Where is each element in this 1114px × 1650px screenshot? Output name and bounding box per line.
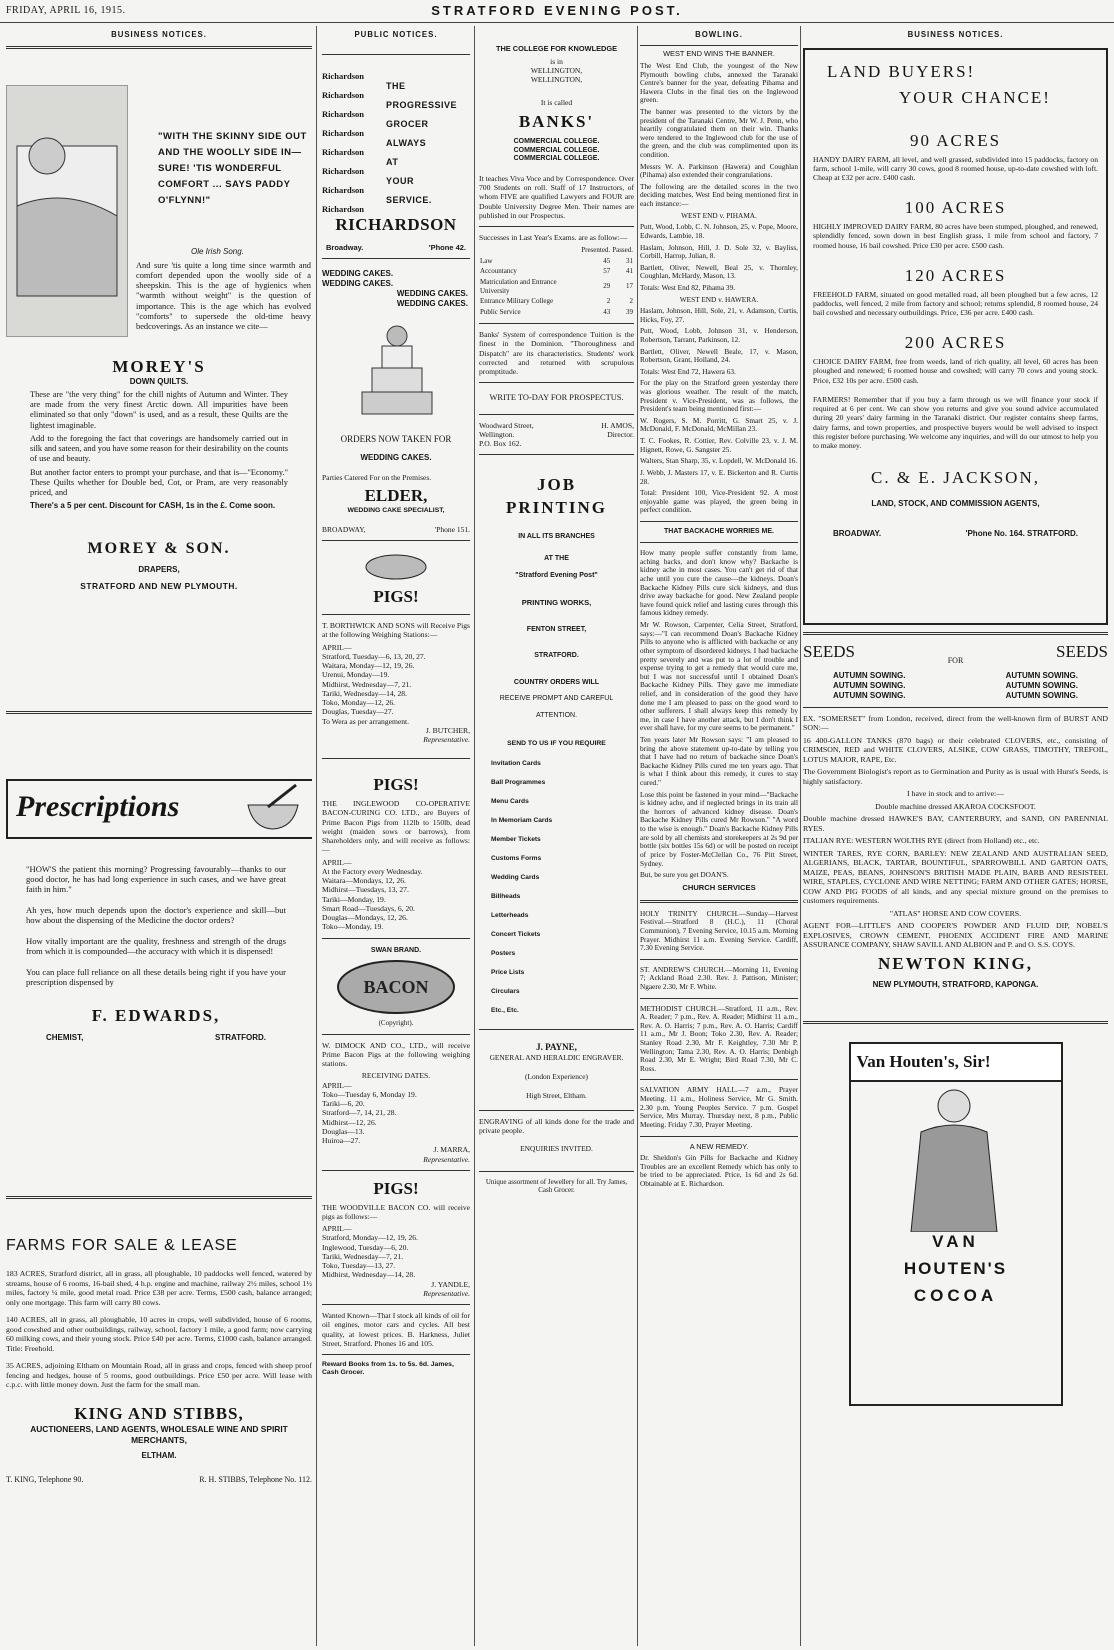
mortar-and-pestle-icon: [238, 783, 308, 833]
table-row: [479, 277, 634, 296]
elder-phone: 'Phone 151.: [434, 525, 470, 535]
column-3: [479, 26, 634, 1646]
schedule-line: Inglewood, Tuesday—6, 20.: [322, 1242, 409, 1252]
score-line: Putt, Wood, Lobb, Johnson 31, v. Henderson, Robertson, Tarrant, Parkinson, 12.: [640, 326, 798, 344]
column-rule: [800, 26, 801, 1646]
wedding-cakes-sub: WEDDING CAKES. WEDDING CAKES.: [396, 288, 468, 308]
borthwick-rep: Representative.: [423, 735, 470, 745]
table-cell: 17: [626, 282, 633, 291]
column-1: [6, 26, 312, 1646]
schedule-line: Midhirst, Wednesday—7, 21.: [322, 679, 412, 689]
enquiries-line: ENQUIRIES INVITED.: [520, 1143, 593, 1153]
column-5: [803, 26, 1108, 1646]
morey-p1: These are "the very thing" for the chill nights of Autumn and Winter. They are made from the very finest Arctic down. All impurities have been eliminated so that only "down" is used, and as a result, these Quilts are the lightest imaginable.: [30, 389, 288, 430]
printing-item: Circulars: [491, 988, 520, 996]
newton-king-name: NEWTON KING,: [878, 953, 1033, 973]
church-notice: ST. ANDREW'S CHURCH.—Morning 11, Evening 7; Ackland Road 2.30. Rev. J. Pattison, Minister; Ngaere 2.30, Mr F. White.: [640, 964, 798, 991]
swan-brand: SWAN BRAND.: [370, 946, 422, 954]
table-cell: Accountancy: [480, 267, 517, 276]
table-cell: 29: [603, 282, 611, 291]
seed-notice: WINTER TARES, RYE CORN, BARLEY: NEW ZEALAND AND AUSTRALIAN SEED, ALGERIANS, BLACK, TARTAR, BOUNTIFUL, SPARROWBILL AND GARTON OATS, MAIZE, PEAS, BEANS, JOHNSON'S BRITISH MADE PLAIN, BARB AND RESISTEEL WIRE, STAPLES, CYCLONE AND WIRE NETTING; FARM AND OTHER GATES; HORSE, COW AND PIG FOODS of all kinds, and any special mixture ground on the premises to customers requirements.: [803, 848, 1108, 905]
printing-item: Billheads: [491, 892, 521, 900]
printing-item: Member Tickets: [491, 835, 541, 843]
town-line: STRATFORD.: [534, 652, 579, 660]
college-subtitle: COMMERCIAL COLLEGE.: [513, 138, 600, 146]
schedule-line: Midhirst, Wednesday—14, 28.: [322, 1270, 416, 1280]
job-heading: JOB: [536, 475, 577, 495]
cake-orders: ORDERS NOW TAKEN FOR: [340, 434, 452, 445]
table-row: [479, 266, 634, 277]
richardson-word: Richardson: [322, 165, 365, 176]
edwards-advert: [6, 721, 312, 1189]
table-cell: 39: [626, 307, 633, 316]
printing-item: Price Lists: [491, 968, 525, 976]
edwards-trade: CHEMIST,: [46, 1032, 84, 1042]
schedule-line: Toko—Tuesday 6, Monday 19.: [322, 1089, 417, 1099]
acreage-heading: 200 ACRES: [904, 333, 1007, 353]
bacon-label: BACON: [363, 977, 429, 998]
table-cell: Matriculation and Entrance University: [480, 278, 557, 295]
newspaper-title: STRATFORD EVENING POST.: [431, 3, 683, 18]
prescriptions-title: Prescriptions: [16, 789, 180, 823]
seed-notice: I have in stock and to arrive:—: [907, 789, 1004, 798]
van-houten-slogan: Van Houten's, Sir!: [851, 1044, 1061, 1083]
college-address-city: Wellington.: [479, 429, 515, 439]
elder-name: ELDER,: [364, 486, 428, 506]
king-stibbs-desc: AUCTIONEERS, LAND AGENTS, WHOLESALE WINE AND SPIRIT MERCHANTS,: [30, 1424, 288, 1445]
college-heading: THE COLLEGE FOR KNOWLEDGE: [495, 44, 618, 53]
column-2: [322, 26, 470, 1646]
jackson-phone: 'Phone No. 164. STRATFORD.: [965, 528, 1078, 538]
seed-notice: "ATLAS" HORSE AND COW COVERS.: [889, 908, 1022, 918]
bowling-paragraph: Messrs W. A. Parkinson (Hawera) and Coughlan (Pihama) also extended their congratulations.: [640, 161, 798, 180]
woodville-schedule: [322, 1224, 470, 1280]
richardson-repeat: [322, 67, 382, 219]
exam-results-table: [479, 245, 634, 317]
schedule-line: At the Factory every Wednesday.: [322, 866, 423, 876]
college-p3: Banks' System of correspondence Tuition is the finest in the Dominion. "Thoroughness and Dispatch" are its characteristics. Students' work corrected and returned with scrupulous promptitude.: [479, 330, 634, 377]
slogan-word: THE: [386, 80, 406, 91]
printing-heading: PRINTING: [505, 498, 607, 518]
cake-orders-2: WEDDING CAKES.: [360, 453, 432, 463]
church-notice: METHODIST CHURCH.—Stratford, 11 a.m., Rev. A. Reader; 7 p.m., Rev. A. Reader; Midhirst 11 a.m., Rev. A. O. Harris; 7 p.m., Rev. A. O. Harris; Cardiff 11 a.m., Mr J. Boon; Toko 2.30, Rev. A. Reader; Stanley Road 2.30, Mr F. Keightley, 7.30 Mr P. Wellington; Tama 2.30, Rev. A. O. Harris; Denbigh Road 2.30, Mr E. Wright; Bird Road 7.30, Mr C. Ross.: [640, 1003, 798, 1073]
sleeping-man-illustration: [7, 86, 127, 336]
bowling-paragraph: The West End Club, the youngest of the New Plymouth bowling clubs, annexed the Taranaki Centre's banner for the year, defeating Pihama and Hawera Clubs in the final ties on the Inglewood green.: [640, 60, 798, 105]
catering-note: Parties Catered For on the Premises.: [322, 473, 432, 483]
seeds-left: SEEDS: [803, 641, 855, 661]
seed-notice: The Government Biologist's report as to Germination and Purity as is usual with Hurst's Seeds, is highly satisfactory.: [803, 767, 1108, 786]
table-row: [479, 256, 634, 267]
street-line: FENTON STREET,: [526, 625, 587, 633]
farm-listing: 140 ACRES, all in grass, all ploughable, 10 acres in crops, well subdivided, house of 6 rooms, good cowshed and other outbuildings, railway, school, factory 1 mile, a good farm; now carrying 60 milking cows, and their young stock. Price £40 per acre. Terms, £1000 cash, balance arranged. Title: Freehold.: [6, 1315, 312, 1353]
section-header: PUBLIC NOTICES.: [354, 30, 438, 39]
prescriptions-banner: [6, 779, 312, 839]
attention-line: ATTENTION.: [535, 711, 578, 719]
schedule-line: Stratford, Tuesday—6, 13, 20, 27.: [322, 651, 426, 661]
richardson-word: Richardson: [322, 203, 365, 214]
printing-item: Invitation Cards: [491, 759, 541, 767]
richardson-word: Richardson: [322, 146, 365, 157]
backache-heading: THAT BACKACHE WORRIES ME.: [664, 527, 774, 535]
pigs-title: PIGS!: [373, 775, 419, 795]
schedule-line: Douglas—13.: [322, 1126, 365, 1136]
pigs-title: PIGS!: [373, 587, 419, 607]
remedy-notice: Dr. Sheldon's Gin Pills for Backache and Kidney Troubles are an excellent Remedy which has only to be tried to be appreciated. Price, 1s 6d and 2s 6d. Obtainable at E. Richardson.: [640, 1153, 798, 1189]
reward-books-notice: Reward Books from 1s. to 5s. 6d. James, Cash Grocer.: [322, 1361, 454, 1377]
college-p2: Successes in Last Year's Exams. are as follow:—: [479, 233, 628, 243]
farms-advert: [6, 1206, 312, 1485]
jackson-trade: LAND, STOCK, AND COMMISSION AGENTS,: [871, 499, 1040, 509]
quilt-illustration: [6, 85, 128, 337]
bowling-paragraph: The following are the detailed scores in the two deciding matches, West End being mentioned first in each instance:—: [640, 181, 798, 209]
printing-item: Posters: [491, 949, 516, 957]
at-the-line: AT THE: [544, 555, 569, 563]
table-cell: 31: [626, 256, 633, 265]
van-houten-advert: [849, 1042, 1063, 1406]
score-line: Haslam, Johnson, Hill, J. D. Sole 32, v. Bayliss, Corbill, Harrop, Julian, 8.: [640, 242, 798, 261]
table-header: Presented.: [581, 246, 611, 255]
score-line: Putt, Wood, Lobb, C. N. Johnson, 25, v. Pope, Moore, Edwards, Lambie, 18.: [640, 222, 798, 240]
schedule-line: Stratford, Monday—12, 19, 26.: [322, 1233, 418, 1243]
bowling-paragraph: For the play on the Stratford green yesterday there was glorious weather. The result of the match, President v. Vice-President, was as follows, the President's team being mentioned first:—: [640, 378, 798, 414]
gentleman-illustration: [851, 1082, 1057, 1232]
college-city: WELLINGTON,: [530, 66, 583, 76]
schedule-line: Waitara, Monday—12, 19, 26.: [322, 661, 415, 671]
printing-item: Concert Tickets: [491, 930, 541, 938]
table-cell: 57: [603, 267, 611, 276]
works-line: PRINTING WORKS,: [521, 598, 592, 608]
branches-line: IN ALL ITS BRANCHES: [518, 532, 595, 540]
printing-item: Ball Programmes: [491, 778, 546, 786]
slogan-word: YOUR: [386, 175, 415, 186]
dimock-dates: RECEIVING DATES.: [361, 1071, 431, 1081]
cocoa-label: COCOA: [913, 1285, 998, 1305]
harkness-notice: Wanted Known—That I stock all kinds of oil for oil engines, motor cars and cycles. All best quality, at lowest prices. B. Harkness, Juliet Street, Stratford. Phones 16 and 105.: [322, 1311, 470, 1348]
seed-notice: AGENT FOR—LITTLE'S AND COOPER'S POWDER AND FLUID DIP, NOBEL'S EXPLOSIVES, CROWN CEMENT, PHOENIX ACCIDENT FIRE AND MARINE ASSURANCE COMPANY, SHAW SAVILL AND ALBION and P. and O. S.S. COYS.: [803, 921, 1108, 949]
printing-item: Menu Cards: [491, 797, 529, 805]
richardson-name: RICHARDSON: [335, 214, 457, 234]
slogan-word: AT: [386, 156, 399, 167]
stibbs-telephone: R. H. STIBBS, Telephone No. 112.: [199, 1474, 312, 1484]
schedule-line: Toko, Monday—12, 26.: [322, 698, 396, 708]
college-subtitle-repeat: COMMERCIAL COLLEGE.: [513, 146, 600, 154]
newton-king-towns: NEW PLYMOUTH, STRATFORD, KAPONGA.: [872, 980, 1039, 990]
richardson-address: Broadway.: [326, 243, 364, 253]
backache-paragraph: Lose this point be fastened in your mind—"Backache is kidney ache, and if neglected brings in its train all the horrors of advanced kidney disease. Doan's Backache Kidney Pills cured Mr Rowson." "A word to the wise is enough." Doan's Backache Kidney Pills are sold by all chemists and storekeepers at 2s 9d per bottle (six bottles 15s 6d) or will be posted on receipt of price by Foster-McClellan Co., 76 Pitt Street, Sydney.: [640, 789, 798, 868]
your-chance: YOUR CHANCE!: [899, 88, 1051, 108]
seed-notice: Double machine dressed HAWKE'S BAY, CANTERBURY, and SAND, ON PARENNIAL RYES.: [803, 814, 1108, 833]
college-city-repeat: WELLINGTON,: [530, 75, 583, 85]
jackson-advert: [803, 48, 1108, 625]
king-stibbs-town: ELTHAM.: [141, 1450, 177, 1460]
morey-title: MOREY'S: [112, 356, 206, 376]
schedule-line: APRIL—: [322, 1080, 352, 1090]
director-name: H. AMOS,: [601, 420, 634, 430]
farm-listing: 35 ACRES, adjoining Eltham on Mountain Road, all in grass and crops, fenced with sheep proof fencing and hedges, house of 5 rooms, good outbuildings. Price £50 per acre. Will lease with c.p.c. with little money down. Just the farm for the small man.: [6, 1361, 312, 1390]
farm-description: CHOICE DAIRY FARM, free from weeds, land of rich quality, all level, 60 acres has been ploughed and renewed; 6 roomed house and cowshed; will carry 70 cows and young stock. Price, £32 10s per acre. £500 cash.: [813, 357, 1098, 385]
printing-item: Letterheads: [491, 911, 529, 919]
richardson-word: Richardson: [322, 89, 365, 100]
college-called: It is called: [540, 98, 573, 108]
college-is-in: is in: [550, 57, 563, 67]
slogan-word: SERVICE.: [386, 194, 432, 205]
edwards-p2: Ah yes, how much depends upon the doctor's experience and skill—but how about the dispensing of the Medicine the doctor orders?: [26, 904, 286, 926]
backache-paragraph: Ten years later Mr Rowson says: "I am pleased to bring the above statement up-to-date by telling you that I have had no return of backache since Doan's Backache Kidney Pills cured me ten years ago. That is what I think about this remedy, it cures to stay cured.": [640, 735, 798, 788]
table-row: [479, 296, 634, 307]
column-rule: [316, 26, 317, 1646]
morey-firm: MOREY & SON.: [87, 540, 231, 558]
send-line: SEND TO US IF YOU REQUIRE: [507, 740, 606, 748]
schedule-line: Midhirst—Tuesdays, 13, 27.: [322, 885, 409, 895]
country-orders: COUNTRY ORDERS WILL: [513, 678, 600, 686]
engraving-notice: ENGRAVING of all kinds done for the trade and private people.: [479, 1117, 634, 1136]
schedule-line: Smart Road—Tuesdays, 6, 20.: [322, 903, 415, 913]
payne-address: High Street, Eltham.: [526, 1091, 587, 1101]
borthwick-schedule: [322, 643, 470, 726]
table-cell: 41: [626, 267, 633, 276]
wedding-cake-illustration: [322, 312, 470, 422]
van-label: VAN: [932, 1232, 979, 1252]
richardson-word: Richardson: [322, 108, 365, 119]
newton-king-advert: [803, 642, 1108, 1014]
farm-description: HANDY DAIRY FARM, all level, and well grassed, subdivided into 15 paddocks, factory on farm, school 1-mile, will carry 30 cows, good 8 roomed house, up-to-date cowshed with loft. Cheap at £32 per acre. £400 cash.: [813, 154, 1098, 183]
remedy-heading: A NEW REMEDY.: [689, 1141, 749, 1151]
backache-paragraph: Mr W. Rowson, Carpenter, Celia Street, Stratford, says:—"I can recommend Doan's Backache Kidney Pills to anyone who is afflicted with backache or any other symptom of disordered kidneys. I had backache pretty severely and was put to a lot of trouble and expense trying to get a remedy that would cure me, but I was not successful until I obtained Doan's Backache Kidney Pills. They gave me immediate relief, and in consideration of the good they have done me I am pleased to pass on the good word to other sufferers. I shall always keep this remedy by me, in case I have another attack, but I don't think I ever shall have, for my cure seems to be permanent.": [640, 620, 798, 733]
copyright: (Copyright).: [378, 1019, 414, 1028]
autumn-sowing: AUTUMN SOWING.: [1005, 681, 1078, 690]
table-cell: Law: [480, 256, 493, 265]
morey-trade: DRAPERS,: [138, 564, 180, 574]
table-cell: 2: [629, 297, 633, 306]
schedule-line: Douglas—Mondays, 12, 26.: [322, 913, 408, 923]
farms-title: FARMS FOR SALE & LEASE: [6, 1236, 238, 1254]
schedule-line: Tariki—Monday, 19.: [322, 894, 386, 904]
slogan-word: PROGRESSIVE: [386, 99, 458, 110]
richardson-word: Richardson: [322, 127, 365, 138]
morey-p2: Add to the foregoing the fact that coverings are handsomely carried out in silk and sateen, and you have some reason for their desirability on the counts of use and beauty.: [30, 433, 288, 464]
printing-item: Wedding Cards: [491, 873, 540, 881]
acreage-heading: 120 ACRES: [904, 265, 1007, 285]
score-total: Totals: West End 82, Pihama 39.: [640, 282, 736, 292]
richardson-phone: 'Phone 42.: [428, 243, 466, 253]
schedule-line: Tariki, Wednesday—14, 28.: [322, 688, 407, 698]
banks-name: BANKS': [518, 111, 595, 131]
inglewood-intro: THE INGLEWOOD CO-OPERATIVE BACON-CURING CO. LTD., are Buyers of Prime Bacon Pigs from 112lb to 150lb, dead weight (maiden sows or barrows), from Shareholders only, and will receive as follows:—: [322, 799, 470, 855]
printing-item: Customs Forms: [491, 854, 542, 862]
payne-experience: (London Experience): [525, 1072, 588, 1082]
schedule-line: Huiroa—27.: [322, 1136, 361, 1146]
farm-description: FREEHOLD FARM, situated on good metalled road, all been ploughed but a few acres, 12 paddocks, well fenced, 2 mile from factory and school; returns splendid, 8 roomed house, 24 bail cowshed and necessary outbuildings. Price, £36 per acre. £400 cash.: [813, 289, 1098, 318]
woodville-rep: Representative.: [423, 1288, 470, 1298]
slogan-word: ALWAYS: [386, 137, 427, 148]
score-line: Total: President 100, Vice-President 92. A most enjoyable game was played, the green being in perfect condition.: [640, 488, 798, 515]
church-notice: HOLY TRINITY CHURCH.—Sunday—Harvest Festival.—Stratford 8 (H.C.), 11 (Choral Communion), 7 Evening Service, 10.15 a.m. Morning Prayer. Midhirst 11 a.m. Evening Service. Cardiff, 7.30 Evening Service.: [640, 908, 798, 953]
slogan-word: GROCER: [386, 118, 429, 129]
issue-date: FRIDAY, APRIL 16, 1915.: [6, 5, 126, 16]
borthwick-intro: T. BORTHWICK AND SONS will Receive Pigs at the following Weighing Stations:—: [322, 621, 470, 640]
table-cell: Public Service: [480, 307, 521, 316]
director-title: Director.: [607, 429, 634, 439]
church-services-heading: CHURCH SERVICES: [682, 882, 756, 892]
table-row: [479, 307, 634, 318]
autumn-sowing: AUTUMN SOWING.: [833, 681, 906, 690]
richardson-word: Richardson: [322, 70, 365, 81]
table-header: [479, 245, 580, 256]
payne-name: J. PAYNE,: [536, 1042, 577, 1053]
acreage-heading: 100 ACRES: [904, 198, 1007, 218]
payne-trade: GENERAL AND HERALDIC ENGRAVER.: [489, 1053, 624, 1063]
dimock-schedule: [322, 1081, 470, 1146]
land-buyers: LAND BUYERS!: [827, 61, 976, 81]
dimock-signatory: J. MARRA,: [433, 1145, 470, 1155]
seed-notice: Double machine dressed AKAROA COCKSFOOT.: [875, 801, 1036, 811]
schedule-line: Midhirst—12, 26.: [322, 1117, 377, 1127]
farm-description: HIGHLY IMPROVED DAIRY FARM, 80 acres have been stumped, ploughed, and renewed, splendidly fenced, sown down in best English grass, 1 mile from school and factory, 7 roomed house, 16 bail cowshed. Price £30 per acre. £500 cash.: [813, 222, 1098, 250]
morey-p3: But another factor enters to prompt your purchase, and that is—"Economy." These Quilts whether for Double bed, Cot, or Pram, are very reasonably priced, and: [30, 467, 288, 498]
seed-notice: 16 400-GALLON TANKS (870 bags) or their celebrated CLOVERS, etc., consisting of CRIMSON, RED and WHITE CLOVERS, ALSIKE, COW GRASS, TIMOTHY, TREFOIL, LOTUS MAJOR, RAPE, Etc.: [803, 735, 1108, 764]
score-total: Totals: West End 72, Hawera 63.: [640, 366, 736, 376]
richardson-slogan: [386, 77, 457, 210]
houtens-label: HOUTEN'S: [903, 1258, 1008, 1278]
morey-brand: [6, 349, 312, 591]
seed-notice: ITALIAN RYE: WESTERN WOLTHS RYE (direct from Holland) etc., etc.: [803, 836, 1040, 845]
score-line: J. Webb, J. Masters 17, v. E. Bickerton and R. Curtis 28.: [640, 467, 798, 486]
farmers-notice: FARMERS! Remember that if you buy a farm through us we will finance your stock if required at 6 per cent. We can show you returns and give you sound advice accumulated during 20 years' dairy farming in the Taranaki district. Our register contains sheep farms, dairy farms, and town properties, and prospective buyers would be well advised to inspect this register before purchasing. We welcome any inquiries, and will do our utmost to help you to make money.: [813, 394, 1099, 451]
edwards-p1: "HOW'S the patient this morning? Progressing favourably—thanks to our good doctor, he has had long experience in such cases, and we have great faith in him.": [26, 863, 286, 895]
church-notice: SALVATION ARMY HALL.—7 a.m., Prayer Meeting. 11 a.m., Holiness Service, Mr G. Smith. 2.30 p.m. Young Peoples Service. 7 p.m. Gospel Service, Mrs Murray. Thursday next, 8 p.m., Public Meeting. Friday 7.30, Prayer Meeting.: [640, 1085, 798, 1129]
king-stibbs-firm: KING AND STIBBS,: [74, 1403, 244, 1423]
schedule-line: APRIL—: [322, 857, 352, 867]
morey-quote: "WITH THE SKINNY SIDE OUT AND THE WOOLLY SIDE IN—SURE! 'TIS WONDERFUL COMFORT ... SAYS PADDY O'FLYNN!": [158, 130, 307, 207]
college-pobox: P.O. Box 162.: [479, 439, 522, 449]
schedule-line: Tariki—6, 20.: [322, 1099, 365, 1109]
richardson-advert: [322, 61, 470, 214]
schedule-line: APRIL—: [322, 642, 352, 652]
table-cell: Entrance Military College: [480, 297, 554, 306]
score-line: Bartlett, Oliver, Newell Beale, 17, v. Mason, Robertson, Grant, Holland, 24.: [640, 346, 798, 365]
seeds-right: SEEDS: [1056, 641, 1108, 661]
bowling-heading: BOWLING.: [695, 30, 743, 39]
jewellery-notice: Unique assortment of Jewellery for all. Try James, Cash Grocer.: [485, 1177, 628, 1195]
morey-intro: And sure 'tis quite a long time since warmth and comfort depended upon the woolly side of a sheepskin. This is the age of hygienics when "warmth without weight" is the question of importance. This is the age which has evolved "comforts" to supersede the old-time heavy bedcoverings. As an instance we cite—: [136, 260, 311, 331]
edwards-name: F. EDWARDS,: [91, 1005, 221, 1025]
jackson-name: C. & E. JACKSON,: [871, 468, 1040, 488]
printing-item: In Memoriam Cards: [491, 816, 553, 824]
office-name: "Stratford Evening Post": [515, 571, 598, 579]
king-telephone: T. KING, Telephone 90.: [6, 1474, 84, 1484]
morey-song: Ole Irish Song.: [191, 246, 244, 256]
morey-subtitle: DOWN QUILTS.: [129, 377, 189, 387]
schedule-line: To Wera as per arrangement.: [322, 716, 410, 726]
printing-item: Etc., Etc.: [491, 1007, 519, 1015]
score-line: Bartlett, Oliver, Newell, Beal 25, v. Thornley, Coughlan, McHardy, Mason, 13.: [640, 262, 798, 281]
wedding-cakes-head: WEDDING CAKES. WEDDING CAKES.: [322, 269, 394, 289]
schedule-line: Tariki, Wednesday—7, 21.: [322, 1251, 404, 1261]
bacon-pig-illustration: [322, 955, 470, 1019]
edwards-town: STRATFORD.: [215, 1032, 266, 1042]
inglewood-schedule: [322, 858, 470, 932]
score-line: T. C. Fookes, R. Cottier, Rev. Colville 23, v. J. M. Hignett, Rowe, G. Sangster 25.: [640, 436, 798, 454]
autumn-sowing: AUTUMN SOWING.: [833, 671, 906, 681]
schedule-line: Douglas, Tuesday—27.: [322, 707, 394, 717]
college-subtitle-repeat: COMMERCIAL COLLEGE.: [513, 155, 600, 163]
autumn-sowing: AUTUMN SOWING.: [833, 690, 906, 700]
borthwick-signatory: J. BUTCHER,: [425, 725, 470, 735]
schedule-line: APRIL—: [322, 1224, 352, 1234]
table-cell: 43: [603, 307, 611, 316]
schedule-line: Waitara—Mondays, 12, 26.: [322, 876, 406, 886]
morey-discount: There's a 5 per cent. Discount for CASH, 1s in the £. Come soon.: [30, 501, 276, 511]
receive-line: RECEIVE PROMPT AND CAREFUL: [499, 695, 614, 703]
pigs-title: PIGS!: [373, 1178, 419, 1198]
printing-items: [479, 760, 634, 1015]
prospectus-callout: WRITE TO-DAY FOR PROSPECTUS.: [489, 393, 624, 403]
morey-advert: [6, 49, 312, 669]
section-header: BUSINESS NOTICES.: [907, 30, 1004, 39]
schedule-line: Urenui, Monday—19.: [322, 670, 390, 680]
pig-icon: [322, 549, 470, 585]
schedule-line: Toko, Tuesday—13, 27.: [322, 1261, 396, 1271]
score-line: Walters, Stan Sharp, 35, v. Lopdell, W. McDonald 16.: [640, 456, 798, 466]
match-heading: WEST END v. PIHAMA.: [681, 210, 757, 220]
bowling-paragraph: The banner was presented to the victors by the president of the Taranaki Centre, Mr W. J. Penn, who heartily congratulated them on their win. Thanks were tendered to the Inglewood club for the use of the green, and the club was complimented upon its condition.: [640, 106, 798, 160]
score-line: Haslam, Johnson, Hill, Sole, 21, v. Adamson, Curtis, Hicks, Foy, 27.: [640, 306, 798, 324]
table-cell: 45: [603, 256, 611, 265]
bowling-subheading: WEST END WINS THE BANNER.: [663, 49, 775, 59]
autumn-sowing: AUTUMN SOWING.: [1005, 671, 1078, 681]
woodville-intro: THE WOODVILLE BACON CO. will receive pigs as follows:—: [322, 1202, 470, 1221]
backache-paragraph: How many people suffer constantly from lame, aching backs, and don't know why? Backache is kidney ache in most cases. You can't get rid of that ache until you cure the cause—the kidneys. Doan's Backache Kidney Pills cure sick kidneys, and thus drive away backache for good. New Zealand people have found quick relief and lasting cures through this famous kidney remedy.: [640, 548, 798, 618]
masthead: [0, 0, 1114, 23]
schedule-line: Toko—Monday, 19.: [322, 922, 384, 932]
acreage-heading: 90 ACRES: [909, 130, 1002, 150]
jackson-address: BROADWAY.: [833, 528, 882, 538]
autumn-sowing: AUTUMN SOWING.: [1005, 690, 1078, 700]
score-line: W. Rogers, S. M. Porritt, G. Smart 25, v. J. McDonald, F. McDonald, McMillan 23.: [640, 415, 798, 434]
table-header: Passed.: [612, 246, 633, 255]
match-heading: WEST END v. HAWERA.: [679, 294, 759, 304]
elder-address: BROADWAY,: [322, 525, 366, 535]
college-address: Woodward Street,: [479, 420, 534, 430]
column-rule: [637, 26, 638, 1646]
column-rule: [474, 26, 475, 1646]
edwards-p4: You can place full reliance on all these details being right if you have your prescription dispensed by: [26, 966, 286, 988]
backache-closing: But, be sure you get DOAN'S.: [640, 870, 729, 880]
dimock-intro: W. DIMOCK AND CO., LTD., will receive Prime Bacon Pigs at the following weighing stations.: [322, 1040, 470, 1069]
dimock-rep: Representative.: [423, 1154, 470, 1164]
woodville-signatory: J. YANDLE,: [431, 1279, 470, 1289]
morey-towns: STRATFORD AND NEW PLYMOUTH.: [80, 580, 238, 591]
elder-title: WEDDING CAKE SPECIALIST,: [347, 506, 445, 514]
edwards-p3: How vitally important are the quality, freshness and strength of the drugs from which it is compounded—the accuracy with which it is dispensed!: [26, 935, 286, 957]
farm-listing: 183 ACRES, Stratford district, all in grass, all ploughable, 10 paddocks well fenced, watered by streams, house of 6 rooms, 16-bail shed, 4 h.p. engine and machine, railway 2½ miles, school 1½ miles, factory ¼ mile, good metal road. Price £38 per acre. Terms, £500 cash, balance arranged; only one mortgage. This farm will carry 80 cows.: [6, 1269, 312, 1307]
college-p1: It teaches Viva Voce and by Correspondence. Over 700 Students on roll. Staff of 17 Instructors, of whom FIVE are qualified Lawyers and FOUR are Double University Degree Men. Their names are published in our Prospectus.: [479, 173, 634, 220]
seeds-for: FOR: [947, 655, 964, 665]
section-header: BUSINESS NOTICES.: [111, 30, 207, 39]
seed-notice: EX. "SOMERSET" from London, received, direct from the well-known firm of BURST AND SON:—: [803, 713, 1108, 732]
column-4: [640, 26, 798, 1646]
schedule-line: Stratford—7, 14, 21, 28.: [322, 1108, 397, 1118]
table-cell: 2: [606, 297, 611, 306]
richardson-word: Richardson: [322, 184, 365, 195]
